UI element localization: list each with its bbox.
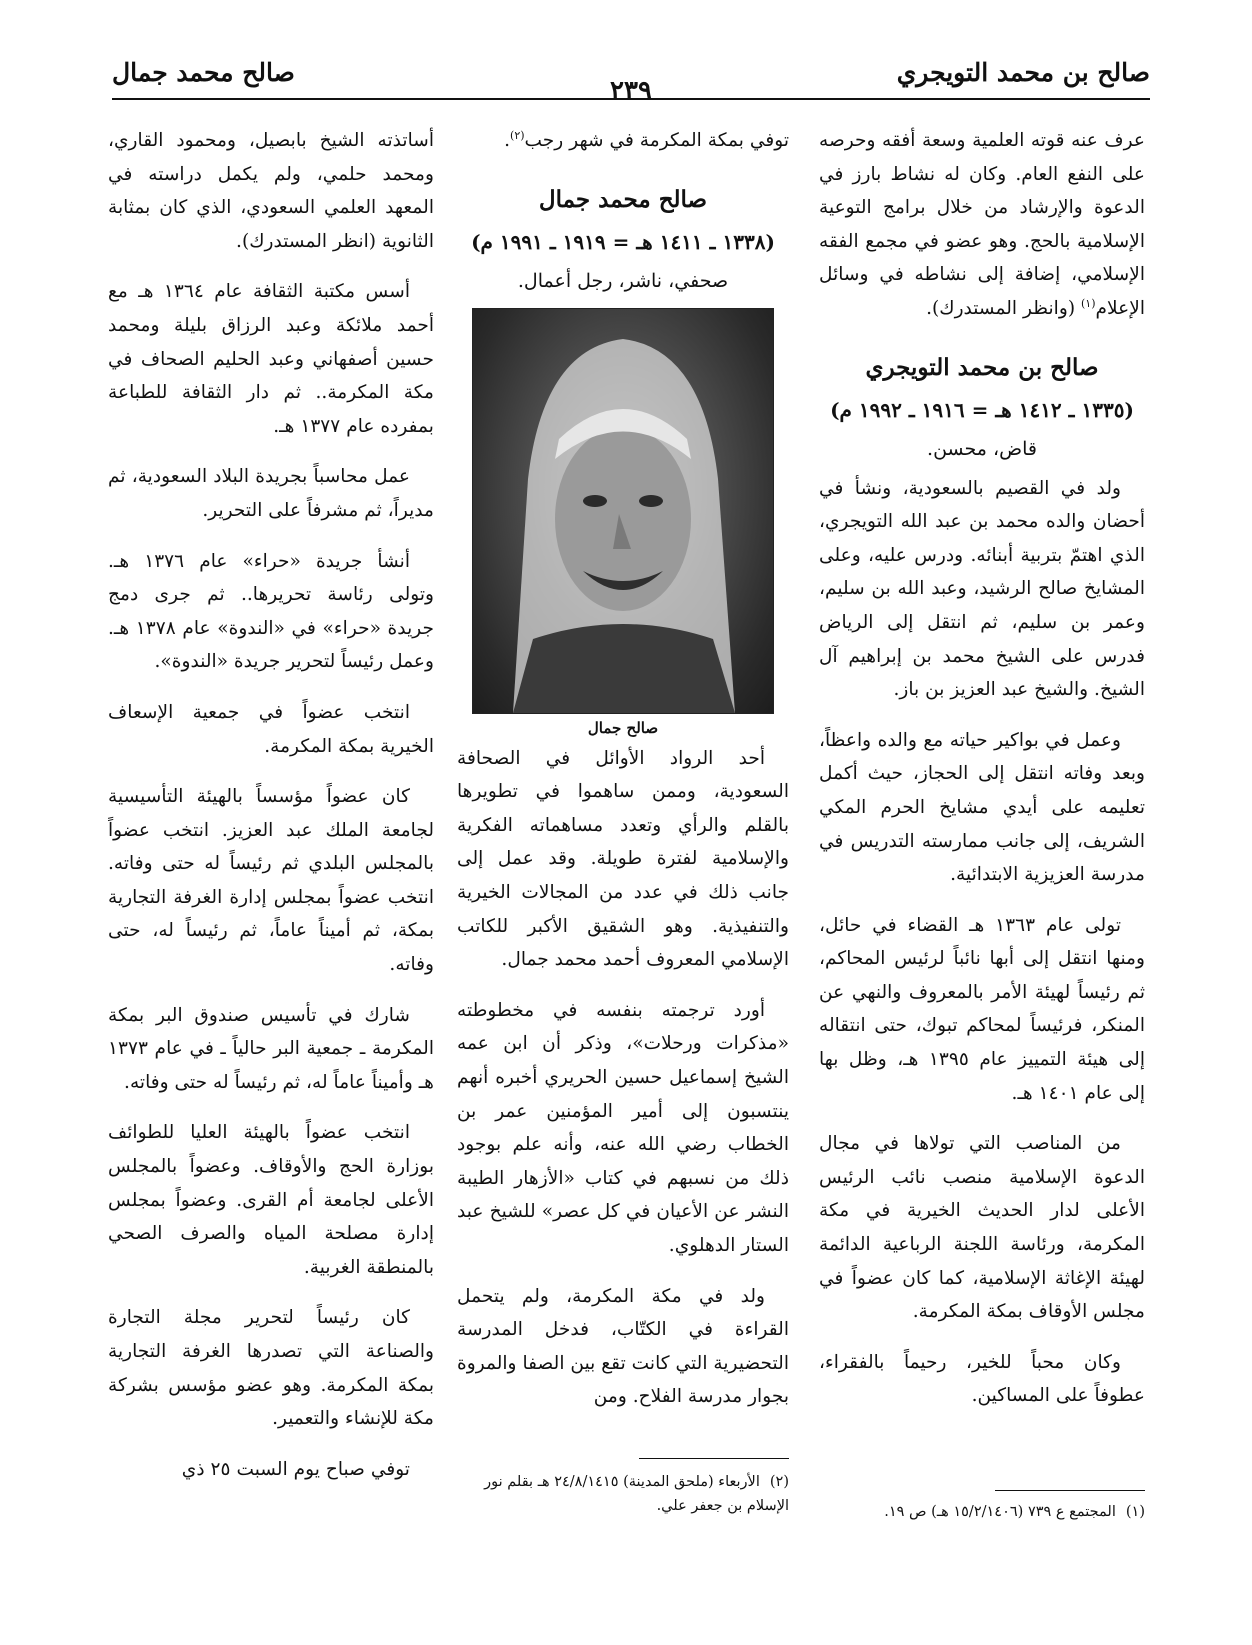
paragraph: شارك في تأسيس صندوق البر بمكة المكرمة ـ جمعية البر حالياً ـ في عام ١٣٧٣ هـ وأميناً عاماً له، ثم رئيساً له حتى وفاته. <box>108 1004 434 1093</box>
paragraph: كان عضواً مؤسساً بالهيئة التأسيسية لجامعة الملك عبد العزيز. انتخب عضواً بالمجلس البلدي ثم رئيساً له حتى وفاته. انتخب عضواً بمجلس إدارة الغرفة التجارية بمكة، ثم أميناً عاماً، ثم رئيساً له، حتى وفاته. <box>108 786 434 976</box>
paragraph: انتخب عضواً بالهيئة العليا للطوائف بوزارة الحج والأوقاف. وعضواً بالمجلس الأعلى لجامعة أم القرى. وعضواً بمجلس إدارة مصلحة المياه والصرف الصحي بالمنطقة الغربية. <box>108 1122 434 1278</box>
entry-role-jamal: صحفي، ناشر، رجل أعمال. <box>517 269 729 292</box>
footnote-1-text: المجتمع ع ٧٣٩ (١٥/٢/١٤٠٦ هـ) ص ١٩. <box>884 1504 1116 1520</box>
entry-name-tuwaijri: صالح بن محمد التويجري <box>865 353 1099 381</box>
entry-role-tuwaijri: قاض، محسن. <box>927 437 1037 460</box>
footnote-2-number: (٢) <box>769 1474 789 1490</box>
footnote-1 <box>819 1500 1145 1524</box>
entry-dates-jamal: (١٣٣٨ ـ ١٤١١ هـ = ١٩١٩ ـ ١٩٩١ م) <box>471 229 775 254</box>
paragraph: أورد ترجمته بنفسه في مخطوطته «مذكرات ورحلات»، وذكر أن ابن عمه الشيخ إسماعيل حسين الحريري أخبره أنهم ينتسبون إلى أمير المؤمنين عمر بن الخطاب رضي الله عنه، وأنه علم بوجود ذلك من نسبهم في كتاب «الأزهار الطيبة النشر عن الأعيان في كل عصر» للشيخ عبد الستار الدهلوي. <box>457 999 789 1256</box>
footnote-2 <box>457 1470 789 1518</box>
footnote-1-number: (١) <box>1125 1504 1145 1520</box>
paragraph: أحد الرواد الأوائل في الصحافة السعودية، وممن ساهموا في تطويرها بالقلم والرأي وتعدد مساهماته الفكرية والإسلامية لفترة طويلة. وقد عمل إلى جانب ذلك في عدد من المجالات الخيرية والتنفيذية. وهو الشقيق الأكبر للكاتب الإسلامي المعروف أحمد محمد جمال. <box>457 747 789 971</box>
right-column <box>819 124 1145 1430</box>
paragraph: عمل محاسباً بجريدة البلاد السعودية، ثم مديراً، ثم مشرفاً على التحرير. <box>108 466 434 521</box>
entry-dates-tuwaijri: (١٣٣٥ ـ ١٤١٢ هـ = ١٩١٦ ـ ١٩٩٢ م) <box>830 397 1134 422</box>
paragraph: ولد في مكة المكرمة، ولم يتحمل القراءة في الكتّاب، فدخل المدرسة التحضيرية التي كانت تقع بين الصفا والمروة بجوار مدرسة الفلاح. ومن <box>457 1285 789 1408</box>
continued-paragraph: توفي بمكة المكرمة في شهر رجب$^{(٢)}$. <box>504 128 789 151</box>
header-left-title: صالح محمد جمال <box>112 58 295 87</box>
intro-paragraph: عرف عنه قوته العلمية وسعة أفقه وحرصه على النفع العام. وكان له نشاط بارز في الدعوة والإرشاد من خلال برامج التوعية الإسلامية بالحج. وهو عضو في مجمع الفقه الإسلامي، إضافة إلى نشاطه في وسائل الإعلام$^{(١)}$ (وانظر المستدرك). <box>819 130 1145 319</box>
paragraph: كان رئيساً لتحرير مجلة التجارة والصناعة التي تصدرها الغرفة التجارية بمكة المكرمة. وهو عضو مؤسس بشركة مكة للإنشاء والتعمير. <box>108 1307 434 1430</box>
paragraph: أساتذته الشيخ بابصيل، ومحمود القاري، ومحمد حلمي، ولم يكمل دراسته في المعهد العلمي السعودي، الذي كان بمثابة الثانوية (انظر المستدرك). <box>108 130 434 252</box>
paragraph: من المناصب التي تولاها في مجال الدعوة الإسلامية منصب نائب الرئيس الأعلى لدار الحديث الخيرية في مكة المكرمة، ورئاسة اللجنة الرباعية الدائمة لهيئة الإغاثة الإسلامية، كما كان عضواً في مجلس الأوقاف بمكة المكرمة. <box>819 1133 1145 1323</box>
paragraph: وكان محباً للخير، رحيماً بالفقراء، عطوفاً على المساكين. <box>819 1351 1145 1407</box>
footnote-rule-middle <box>639 1458 789 1459</box>
paragraph: تولى عام ١٣٦٣ هـ القضاء في حائل، ومنها انتقل إلى أبها نائباً لرئيس المحاكم، ثم رئيساً لهيئة الأمر بالمعروف والنهي عن المنكر، فرئيساً لمحاكم تبوك، حتى انتقاله إلى هيئة التمييز عام ١٣٩٥ هـ، وظل بها إلى عام ١٤٠١ هـ. <box>819 914 1145 1104</box>
header-right-title: صالح بن محمد التويجري <box>896 58 1150 87</box>
footnote-ref-2: (٢) <box>510 128 525 142</box>
page-number: ٢٣٩ <box>610 76 652 106</box>
portrait-illustration <box>473 309 773 713</box>
photo-caption: صالح جمال <box>587 718 659 737</box>
paragraph: انتخب عضواً في جمعية الإسعاف الخيرية بمكة المكرمة. <box>108 701 434 757</box>
footnote-2-text: الأربعاء (ملحق المدينة) ٢٤/٨/١٤١٥ هـ بقلم نور الإسلام بن جعفر علي. <box>484 1474 789 1514</box>
paragraph: وعمل في بواكير حياته مع والده واعظاً، وبعد وفاته انتقل إلى الحجاز، حيث أكمل تعليمه على أيدي مشايخ الحرم المكي الشريف، إلى جانب ممارسته التدريس في مدرسة العزيزية الابتدائية. <box>819 729 1145 886</box>
middle-column <box>457 124 789 1431</box>
portrait-photo <box>472 308 774 714</box>
paragraph: توفي صباح يوم السبت ٢٥ ذي <box>181 1458 410 1480</box>
footnote-rule-right <box>995 1490 1145 1491</box>
running-header <box>112 58 1150 106</box>
paragraph: أنشأ جريدة «حراء» عام ١٣٧٦ هـ. وتولى رئاسة تحريرها.. ثم جرى دمج جريدة «حراء» في «الندوة» عام ١٣٧٨ هـ. وعمل رئيساً لتحرير جريدة «الندوة». <box>108 550 434 673</box>
portrait-figure <box>472 308 774 742</box>
footnote-ref-1: (١) <box>1081 296 1096 310</box>
left-column <box>108 124 434 1503</box>
paragraph: ولد في القصيم بالسعودية، ونشأ في أحضان والده محمد بن عبد الله التويجري، الذي اهتمّ بتربية أبنائه. ودرس عليه، وعلى المشايخ صالح الرشيد، وعبد الله بن سليم، وعمر بن سليم، ثم انتقل إلى الرياض فدرس على الشيخ محمد بن إبراهيم آل الشيخ. والشيخ عبد العزيز بن باز. <box>819 477 1145 701</box>
entry-name-jamal: صالح محمد جمال <box>538 185 708 213</box>
paragraph: أسس مكتبة الثقافة عام ١٣٦٤ هـ مع أحمد ملائكة وعبد الرزاق بليلة ومحمد حسين أصفهاني وعبد الحليم الصحاف في مكة المكرمة.. ثم دار الثقافة للطباعة بمفرده عام ١٣٧٧ هـ. <box>108 281 434 437</box>
